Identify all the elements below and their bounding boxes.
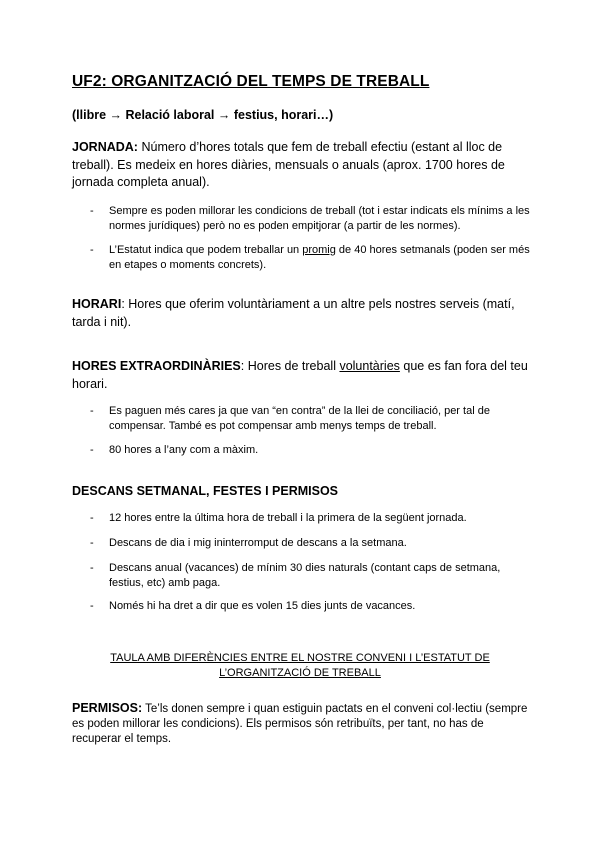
list-item-text: Només hi ha dret a dir que es volen 15 dies junts de vacances. [109, 600, 416, 612]
dash-marker: - [90, 562, 94, 574]
dash-marker: - [90, 244, 94, 256]
page-subtitle: (llibre → Relació laboral → festius, horari…) [72, 108, 334, 122]
list-item [90, 443, 535, 458]
table-link[interactable]: TAULA AMB DIFERÈNCIES ENTRE EL NOSTRE CONVENI I L’ESTATUT DE L’ORGANITZACIÓ DE TREBALL [110, 652, 490, 679]
underlined-word: voluntàries [339, 359, 400, 373]
horari-paragraph [72, 296, 532, 331]
page-title: UF2: ORGANITZACIÓ DEL TEMPS DE TREBALL [72, 73, 430, 90]
list-item-text: 80 hores a l’any com a màxim. [109, 444, 259, 456]
dash-marker: - [90, 600, 94, 612]
horari-label: HORARI [72, 297, 122, 311]
dash-marker: - [90, 512, 94, 524]
list-item-text: Es paguen més cares ja que van “en contra” de la llei de conciliació, per tal de compensar. També es pot compensar amb menys temps de treball. [109, 405, 490, 432]
permisos-paragraph [72, 701, 534, 747]
hores-extra-label: HORES EXTRAORDINÀRIES [72, 359, 241, 373]
list-item [90, 243, 535, 273]
list-item [90, 204, 535, 234]
dash-marker: - [90, 537, 94, 549]
list-item [90, 599, 535, 614]
descans-heading: DESCANS SETMANAL, FESTES I PERMISOS [72, 484, 339, 498]
dash-marker: - [90, 444, 94, 456]
jornada-text: Número d’hores totals que fem de treball efectiu (estant al lloc de treball). Es medeix en hores diàries, mensuals o anuals (aprox. 1700 hores de jornada completa anual). [72, 140, 505, 189]
list-item [90, 404, 535, 434]
dash-marker: - [90, 405, 94, 417]
underlined-word: promig [302, 244, 336, 256]
horari-text: : Hores que oferim voluntàriament a un altre pels nostres serveis (matí, tarda i nit). [72, 297, 515, 329]
list-item-text: 12 hores entre la última hora de treball i la primera de la següent jornada. [109, 512, 467, 524]
hores-extra-paragraph: HORES EXTRAORDINÀRIES: Hores de treball voluntàries que es fan fora del teu horari. [72, 359, 528, 391]
list-item [90, 536, 535, 551]
dash-marker: - [90, 205, 94, 217]
list-item-text: Descans de dia i mig ininterromput de descans a la setmana. [109, 537, 407, 549]
list-item-text: Descans anual (vacances) de mínim 30 dies naturals (contant caps de setmana, festius, etc) amb paga. [109, 562, 501, 589]
list-item [90, 561, 535, 591]
list-item-text: L’Estatut indica que podem treballar un promig de 40 hores setmanals (poden ser més en etapes o moments concrets). [109, 244, 530, 271]
jornada-paragraph [72, 139, 532, 192]
permisos-label: PERMISOS: [72, 701, 143, 715]
list-item-text: Sempre es poden millorar les condicions de treball (tot i estar indicats els mínims a les normes jurídiques) però no es poden empitjorar (a partir de les normes). [109, 205, 530, 232]
jornada-label: JORNADA: [72, 140, 138, 154]
permisos-text: Te’ls donen sempre i quan estiguin pactats en el conveni col·lectiu (sempre es poden millorar les condicions). Els permisos són retribuïts, per tant, no has de recuperar el temps. [72, 703, 528, 745]
list-item [90, 511, 535, 526]
